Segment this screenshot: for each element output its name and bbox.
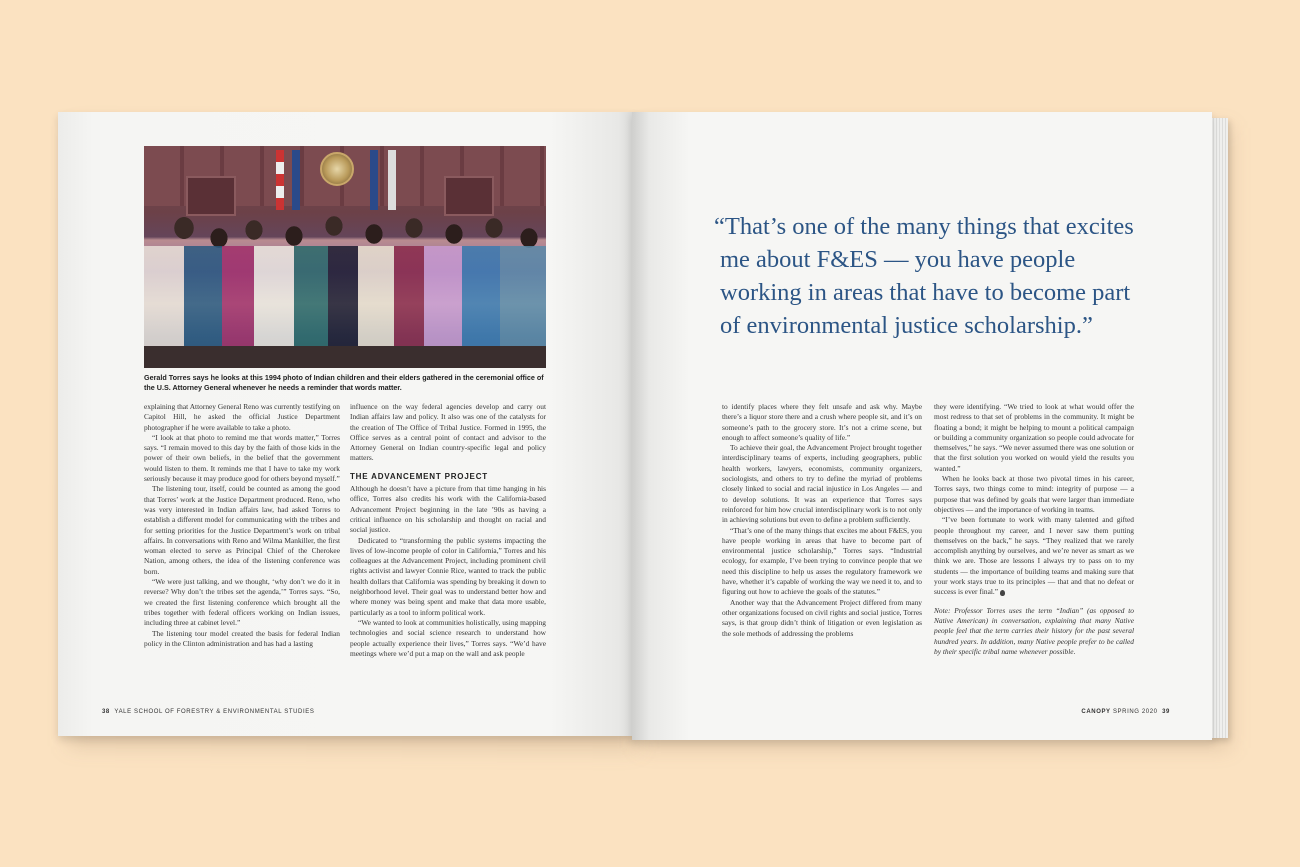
paragraph: “That’s one of the many things that excites me about F&ES, you have people working in areas that have to become part of environmental justice scholarship,” Torres says. “Industrial ecology, for example, I’ve been trying to convince people that we need this discipline to help us asses the regulatory framework we have, whether it’s capable of working the way we need it to, and to figuring out how to achieve the goals of the statutes.”: [722, 525, 922, 597]
paragraph: Dedicated to “transforming the public systems impacting the lives of low-income people of color in California,” Torres and his colleagues at the Advancement Project, including prominent civil rights activist and lawyer Connie Rice, wanted to track the public health dollars that California was spending by breaking it down to neighborhood level. Their goal was to understand better how and where money was being spent and make that data more usable, particularly as a tool to inform political work.: [350, 535, 546, 617]
page-number: 38: [102, 709, 110, 715]
paragraph: “I look at that photo to remind me that words matter,” Torres says. “I remain moved to this day by the faith of those kids in the power of their own beliefs, in the belief that the government would listen to them. It reminds me that I have to take my work seriously because it may produce good for others beyond myself.”: [144, 432, 340, 484]
pull-quote-line: me about F&ES — you have people: [720, 246, 1076, 273]
right-column-1: [722, 402, 922, 639]
publication-name: YALE SCHOOL OF FORESTRY & ENVIRONMENTAL STUDIES: [114, 709, 315, 715]
end-mark-icon: [1000, 590, 1005, 596]
photo-doj-seal: [320, 152, 354, 186]
paragraph: “We wanted to look at communities holistically, using mapping technologies and social science research to understand how people actually experience their lives,” Torres says. “We’d have meetings where we’d put a map on the wall and ask people: [350, 617, 546, 658]
paragraph: to identify places where they felt unsafe and ask why. Maybe there’s a liquor store there and a crush where people sit, and it’s on someone’s path to the grocery store. It’s not a crime scene, but enough to affect someone’s quality of life.”: [722, 402, 922, 442]
right-column-2: [934, 402, 1134, 657]
photo-flag-us: [276, 150, 284, 210]
photo-caption: Gerald Torres says he looks at this 1994 photo of Indian children and their elders gathered in the ceremonial office of the U.S. Attorney General whenever he needs a reminder that words matter.: [144, 373, 544, 392]
paragraph: Another way that the Advancement Project differed from many other organizations focused on civil rights and social justice, Torres says, is that group didn’t think of litigation or even legislation as the sole methods of addressing the problems: [722, 597, 922, 638]
photo-flag: [370, 150, 378, 210]
pull-quote-line: of environmental justice scholarship.”: [720, 312, 1093, 339]
paragraph: influence on the way federal agencies develop and carry out Indian affairs law and policy. It also was one of the catalysts for the creation of The Office of Tribal Justice. Formed in 1995, the Office serves as a central point of contact and advisor to the Attorney General on Indian country-specific legal and policy matters.: [350, 402, 546, 463]
section-heading: THE ADVANCEMENT PROJECT: [350, 471, 488, 481]
paragraph: explaining that Attorney General Reno was currently testifying on Capitol Hill, he asked the official Justice Department photographer if he were available to take a photo.: [144, 402, 340, 432]
issue-date: SPRING 2020: [1112, 709, 1158, 715]
paragraph: To achieve their goal, the Advancement Project brought together interdisciplinary teams of experts, including geographers, public health workers, lawyers, economists, community organizers, sociologists, and others to try to define the myriad of problems closely linked to social and racial injustice in Los Angeles — and to develop solutions. It was an experience that Torres says reinforced for him how crucial interdisciplinary work is to not only in achieving solutions but even to define a problem sufficiently.: [722, 443, 922, 525]
editor-note: Note: Professor Torres uses the term “Indian” (as opposed to Native American) in conversation, explaining that many Native people feel that the term carries their history for the past several hundred years. In addition, many Native people prefer to be called by their specific tribal name whenever possible.: [934, 605, 1134, 656]
paragraph: they were identifying. “We tried to look at what would offer the most redress to that set of problems in the community. It might be floating a bond; it might be helping to mount a political campaign or building a community organization so people could advocate for themselves,” he says. “We never assumed there was one solution or that the first solution you worked on would yield the results you wanted.”: [934, 402, 1134, 473]
left-page: [58, 112, 636, 736]
photo-floor: [144, 346, 546, 368]
left-column-1: [144, 402, 340, 649]
page-number: 39: [1162, 709, 1170, 715]
paragraph: When he looks back at those two pivotal times in his career, Torres says, two things come to mind: integrity of purpose — a purpose that was defined by goals that were larger than immediate objectives — and the importance of working in teams.: [934, 474, 1134, 514]
photo-flag: [388, 150, 396, 210]
archival-group-photo: [144, 146, 546, 368]
pull-quote: [714, 210, 1154, 342]
paragraph: The listening tour, itself, could be counted as among the good that Torres’ work at the Justice Department produced. Reno, who was very interested in Indian affairs law, had asked Torres to establish a different model for communicating with the tribes and for setting priorities for the Justice Department’s work on tribal affairs. In conversations with Reno and Wilma Mankiller, the first woman elected to serve as Principal Chief of the Cherokee Nation, among others, the idea of the listening conference was born.: [144, 484, 340, 576]
paragraph: [934, 515, 1134, 597]
right-folio: [1081, 709, 1170, 715]
paragraph-text: “I’ve been fortunate to work with many talented and gifted people throughout my career, and I never saw them putting themselves on the back,” he says. “They realized that we rarely accomplish anything by ourselves, and we’re never as smart as we think we are. Those are lessons I always try to pass on to my students — the importance of building teams and making sure that your work stays true to its principles — that and that no defeat or success is ever final.”: [934, 515, 1134, 597]
pull-quote-line: working in areas that have to become part: [720, 279, 1131, 306]
left-folio: [102, 709, 314, 715]
paragraph: Although he doesn’t have a picture from that time hanging in his office, Torres also credits his work with the California-based Advancement Project beginning in the late ’90s as having a critical influence on his scholarship and thought on racial and social justice.: [350, 484, 546, 535]
pull-quote-line: “That’s one of the many things that excites: [714, 213, 1134, 240]
right-page: [632, 112, 1212, 740]
paragraph: “We were just talking, and we thought, ‘why don’t we do it in reverse? Why don’t the tribes set the agenda,’” Torres says. “So, we created the first listening conference which brought all the tribes together with federal officers working on Indian issues, including three at cabinet level.”: [144, 577, 340, 628]
left-column-2: [350, 402, 546, 659]
paragraph: The listening tour model created the basis for federal Indian policy in the Clinton administration and has had a lasting: [144, 628, 340, 648]
magazine-name: CANOPY: [1081, 709, 1111, 715]
photo-flag: [292, 150, 300, 210]
